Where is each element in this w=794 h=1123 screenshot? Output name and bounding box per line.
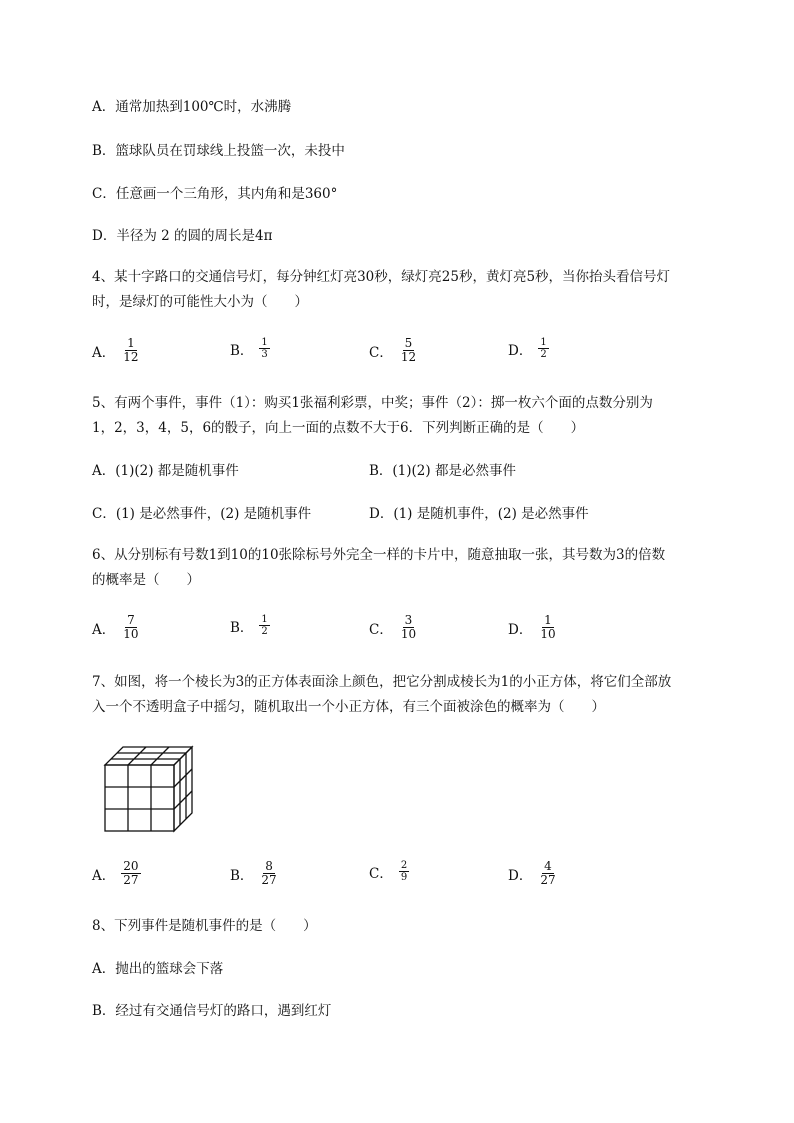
option-label: D．	[508, 867, 533, 884]
option-label: B．	[230, 619, 254, 636]
q6-option-c	[369, 614, 418, 641]
fraction-denominator: 2	[540, 349, 547, 360]
q6-option-b	[230, 614, 270, 637]
q7-stem-line1: 7、如图，将一个棱长为3的正方体表面涂上颜色，把它分割成棱长为1的小正方体，将它们全部放	[92, 674, 672, 690]
q3-option-d: D．半径为 2 的圆的周长是4π	[92, 228, 273, 244]
fraction-numerator: 1	[261, 614, 268, 625]
option-label: A．	[92, 867, 116, 884]
q7-stem-line2: 入一个不透明盒子中摇匀，随机取出一个小正方体，有三个面被涂色的概率为（ ）	[92, 699, 605, 715]
q5-option-d: D．(1) 是随机事件，(2) 是必然事件	[369, 506, 589, 522]
fraction-denominator: 27	[540, 873, 556, 887]
fraction-numerator: 1	[127, 336, 135, 350]
q4-stem-line2: 时，是绿灯的可能性大小为（ ）	[92, 294, 308, 310]
q7-option-a	[92, 860, 141, 887]
q6-stem-line2: 的概率是（ ）	[92, 572, 200, 588]
q7-option-c	[369, 860, 409, 883]
q4-option-b	[230, 337, 270, 360]
fraction-denominator: 10	[540, 627, 556, 641]
q6-stem-line1: 6、从分别标有号数1到10的10张除标号外完全一样的卡片中，随意抽取一张，其号数为3的倍数	[92, 547, 666, 563]
q3-option-c: C．任意画一个三角形，其内角和是360°	[92, 186, 338, 202]
cube-top-face	[105, 747, 192, 765]
q8-option-a: A．抛出的篮球会下落	[92, 961, 224, 977]
fraction-numerator: 7	[127, 613, 135, 627]
fraction-numerator: 4	[544, 859, 552, 873]
fraction-denominator: 9	[400, 872, 408, 883]
q4-stem-line1: 4、某十字路口的交通信号灯，每分钟红灯亮30秒，绿灯亮25秒，黄灯亮5秒，当你抬头看信号灯	[92, 269, 671, 285]
fraction-numerator: 1	[540, 337, 547, 348]
fraction-numerator: 20	[123, 859, 139, 873]
option-label: B．	[230, 342, 254, 359]
option-label: C．	[369, 621, 393, 638]
fraction-numerator: 2	[400, 860, 408, 871]
q7-option-d	[508, 860, 558, 887]
fraction-numerator: 1	[544, 613, 552, 627]
q3-option-b: B．篮球队员在罚球线上投篮一次，未投中	[92, 143, 345, 159]
option-label: A．	[92, 621, 116, 638]
option-label: D．	[508, 621, 533, 638]
option-label: A．	[92, 344, 116, 361]
fraction-denominator: 27	[261, 873, 277, 887]
option-label: B．	[230, 867, 254, 884]
fraction-numerator: 3	[404, 613, 413, 627]
fraction-denominator: 10	[123, 627, 139, 641]
cube-figure	[100, 742, 200, 838]
fraction-denominator: 12	[123, 350, 139, 364]
fraction-denominator: 2	[261, 626, 268, 637]
q5-option-c: C．(1) 是必然事件，(2) 是随机事件	[92, 506, 312, 522]
fraction-numerator: 5	[404, 336, 413, 350]
q5-option-b: B．(1)(2) 都是必然事件	[369, 463, 516, 479]
q5-stem-line1: 5、有两个事件，事件（1）：购买1张福利彩票，中奖；事件（2）：掷一枚六个面的点数分别为	[92, 395, 653, 411]
option-label: D．	[508, 342, 533, 359]
q8-stem: 8、下列事件是随机事件的是（ ）	[92, 918, 317, 934]
option-label: C．	[369, 865, 393, 882]
option-label: C．	[369, 344, 393, 361]
fraction-denominator: 12	[400, 350, 417, 364]
q4-option-c	[369, 337, 418, 364]
fraction-numerator: 1	[261, 337, 268, 348]
q4-option-d	[508, 337, 549, 360]
q6-option-d	[508, 614, 558, 641]
cube-front-face	[105, 765, 174, 831]
q3-option-a: A．通常加热到100℃时，水沸腾	[92, 99, 292, 115]
fraction-denominator: 27	[123, 873, 139, 887]
q8-option-b: B．经过有交通信号灯的路口，遇到红灯	[92, 1003, 332, 1019]
q4-option-a	[92, 337, 141, 364]
q5-option-a: A．(1)(2) 都是随机事件	[92, 463, 239, 479]
q6-option-a	[92, 614, 141, 641]
fraction-numerator: 8	[265, 859, 273, 873]
fraction-denominator: 10	[400, 627, 417, 641]
fraction-denominator: 3	[261, 349, 268, 360]
q7-option-b	[230, 860, 279, 887]
q5-stem-line2: 1，2，3，4，5，6的骰子，向上一面的点数不大于6．下列判断正确的是（ ）	[92, 420, 585, 436]
